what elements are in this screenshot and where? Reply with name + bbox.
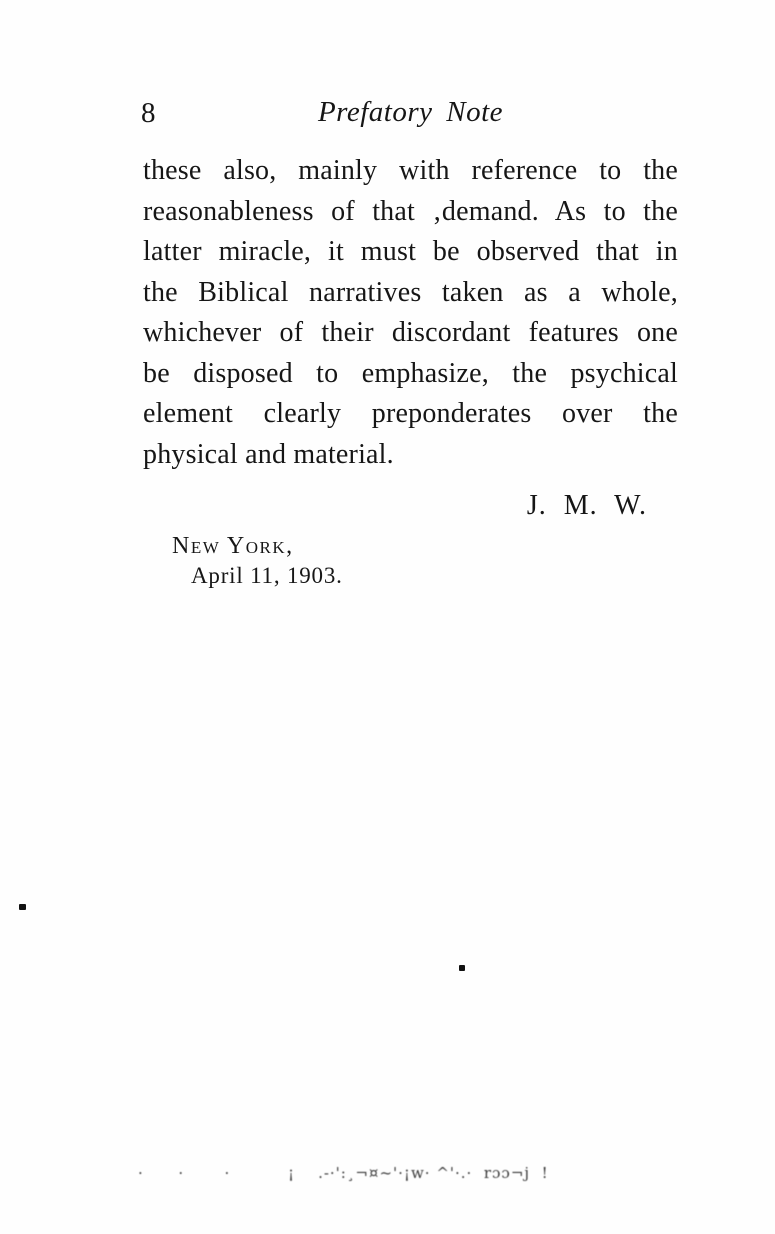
page-number: 8	[141, 97, 156, 129]
body-line: the Biblical narratives taken as a whole,	[143, 276, 678, 308]
dateline-date: April 11, 1903.	[191, 563, 343, 588]
body-line: physical and material.	[143, 438, 394, 470]
body-paragraph	[143, 151, 678, 475]
body-line: whichever of their discordant features one	[143, 317, 678, 348]
body-line: reasonableness of that ‚demand. As to the	[143, 195, 678, 227]
body-line: be disposed to emphasize, the psychical	[143, 357, 678, 389]
body-line: element clearly preponderates over the	[143, 398, 678, 429]
dateline-place: New York,	[172, 533, 294, 559]
body-line: latter miracle, it must be observed that in	[143, 236, 678, 267]
body-line: these also, mainly with reference to the	[143, 155, 678, 186]
scan-smudge: · · · ¡ .-·':¸¬¤~'·¡w· ^'·.· rɔɔ¬j !	[138, 1164, 549, 1182]
ink-speck-left	[19, 904, 26, 910]
ink-speck-center	[459, 965, 465, 971]
author-initials: J. M. W.	[526, 490, 647, 521]
running-head: Prefatory Note	[317, 96, 504, 128]
